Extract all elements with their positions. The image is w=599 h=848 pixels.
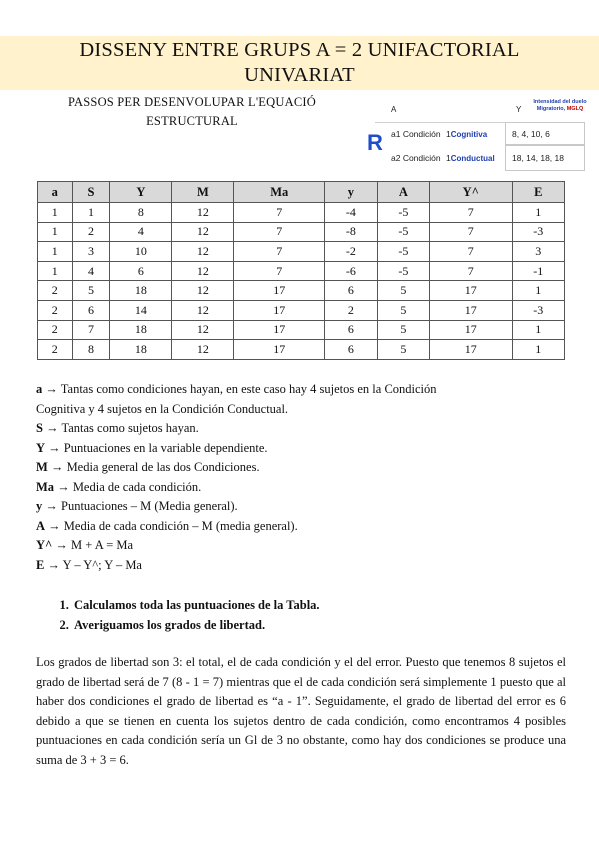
table-cell: 17 <box>234 281 325 301</box>
table-cell: 6 <box>72 300 110 320</box>
legend-term: A <box>36 518 46 533</box>
condition-row: a2 Condición 1Conductual <box>391 153 495 163</box>
scores-table <box>37 181 565 360</box>
table-cell: 18 <box>110 320 172 340</box>
table-cell: 7 <box>234 261 325 281</box>
table-cell: 4 <box>72 261 110 281</box>
table-cell: 17 <box>430 300 512 320</box>
condition-row: a1 Condición 1Cognitiva <box>391 129 488 139</box>
column-header: y <box>325 182 377 203</box>
title-line-2: UNIVARIAT <box>244 64 355 86</box>
table-cell: 7 <box>430 203 512 223</box>
table-cell: 5 <box>377 320 429 340</box>
table-cell: 17 <box>430 340 512 360</box>
dependent-label: Y <box>516 105 522 114</box>
steps-list <box>36 595 592 635</box>
legend-term: y <box>36 499 43 513</box>
condition-values: 18, 14, 18, 18 <box>505 145 585 171</box>
table-cell: -5 <box>377 203 429 223</box>
table-cell: -5 <box>377 261 429 281</box>
legend-line <box>36 478 576 498</box>
table-cell: 12 <box>172 320 234 340</box>
table-cell: 8 <box>72 340 110 360</box>
legend-line <box>36 419 576 439</box>
table-cell: 18 <box>110 281 172 301</box>
table-row <box>38 320 565 340</box>
table-cell: 6 <box>325 320 377 340</box>
legend-line <box>36 556 576 576</box>
table-cell: 5 <box>377 281 429 301</box>
table-cell: -8 <box>325 222 377 242</box>
section-subtitle <box>42 93 342 131</box>
variable-legend <box>36 380 576 575</box>
table-cell: -5 <box>377 222 429 242</box>
table-cell: 1 <box>512 281 565 301</box>
table-cell: 5 <box>377 340 429 360</box>
table-cell: -4 <box>325 203 377 223</box>
legend-description: → Puntuaciones en la variable dependiente. <box>45 440 268 455</box>
table-row <box>38 300 565 320</box>
table-cell: 6 <box>325 281 377 301</box>
legend-line <box>36 458 576 478</box>
table-cell: -1 <box>512 261 565 281</box>
factor-label: A <box>391 105 397 114</box>
table-cell: 12 <box>172 222 234 242</box>
table-cell: 2 <box>72 222 110 242</box>
table-header-row <box>38 182 565 203</box>
table-row <box>38 340 565 360</box>
table-cell: 12 <box>172 242 234 262</box>
column-header: A <box>377 182 429 203</box>
table-cell: 1 <box>512 320 565 340</box>
table-cell: 6 <box>110 261 172 281</box>
table-cell: 10 <box>110 242 172 262</box>
table-cell: 7 <box>234 222 325 242</box>
design-header <box>375 96 585 123</box>
table-cell: 1 <box>512 203 565 223</box>
table-cell: 2 <box>325 300 377 320</box>
table-cell: 6 <box>325 340 377 360</box>
condition-values: 8, 4, 10, 6 <box>505 122 585 145</box>
table-row <box>38 281 565 301</box>
table-cell: 7 <box>234 242 325 262</box>
table-cell: -2 <box>325 242 377 262</box>
table-cell: 5 <box>377 300 429 320</box>
dependent-variable-name: Intensidad del duelo Migratorio, MGLQ <box>533 99 587 112</box>
title-line-1: DISSENY ENTRE GRUPS A = 2 UNIFACTORIAL <box>79 39 520 61</box>
legend-line <box>36 497 576 517</box>
randomization-r-symbol: R <box>367 130 383 155</box>
legend-term: M <box>36 460 48 474</box>
legend-term: Y^ <box>36 538 53 552</box>
legend-description: → Puntuaciones – M (Media general). <box>42 499 238 513</box>
table-cell: 7 <box>430 222 512 242</box>
column-header: M <box>172 182 234 203</box>
legend-description: → Media general de las dos Condiciones. <box>47 460 260 474</box>
table-cell: 2 <box>38 320 73 340</box>
table-cell: 7 <box>430 242 512 262</box>
legend-line <box>36 380 576 400</box>
table-cell: 12 <box>172 261 234 281</box>
table-cell: 12 <box>172 340 234 360</box>
legend-line <box>36 536 576 556</box>
subtitle-line-1: PASSOS PER DESENVOLUPAR L'EQUACIÓ <box>68 95 316 109</box>
table-cell: 4 <box>110 222 172 242</box>
design-diagram <box>367 96 585 174</box>
table-cell: -3 <box>512 300 565 320</box>
table-cell: 1 <box>72 203 110 223</box>
table-cell: 7 <box>430 261 512 281</box>
table-cell: 17 <box>234 320 325 340</box>
table-cell: 17 <box>430 320 512 340</box>
legend-description: Cognitiva y 4 sujetos en la Condición Conductual. <box>36 401 289 416</box>
legend-description: → Media de cada condición – M (media general). <box>45 518 298 533</box>
table-cell: -5 <box>377 242 429 262</box>
table-cell: 1 <box>512 340 565 360</box>
legend-line <box>36 517 576 537</box>
table-cell: 14 <box>110 300 172 320</box>
legend-description: → Y – Y^; Y – Ma <box>44 557 142 572</box>
table-cell: 1 <box>38 222 73 242</box>
table-cell: 1 <box>38 242 73 262</box>
table-cell: -6 <box>325 261 377 281</box>
table-cell: 17 <box>234 340 325 360</box>
legend-term: Y <box>36 440 46 455</box>
table-cell: 17 <box>234 300 325 320</box>
table-cell: 8 <box>110 203 172 223</box>
legend-description: → M + A = Ma <box>52 538 134 552</box>
table-cell: 7 <box>234 203 325 223</box>
table-cell: 2 <box>38 300 73 320</box>
document-title <box>0 36 599 90</box>
legend-term: Ma <box>36 479 55 494</box>
table-cell: 2 <box>38 281 73 301</box>
column-header: E <box>512 182 565 203</box>
legend-term: S <box>36 421 43 435</box>
degrees-of-freedom-paragraph: Los grados de libertad son 3: el total, el de cada condición y el del error. Puesto que tenemos 8 sujetos el grado de libertad será de 7 (8 - 1 = 7) mientras que el de cada condición será simplemente 1 puesto que al haber dos condiciones el grado de libertad es “a - 1”. Seguidamente, el grado de libertad del error es 6 debido a que se tienen en cuenta los sujetos dentro de cada condición, como encontramos 4 posibles puntuaciones en cada condición sería un Gl de 3 no obstante, como hay dos condiciones se produce una suma de 3 + 3 = 6. <box>36 655 566 767</box>
legend-line <box>36 439 576 459</box>
legend-description: → Media de cada condición. <box>54 479 202 494</box>
legend-description: → Tantas como condiciones hayan, en este caso hay 4 sujetos en la Condición <box>42 382 437 396</box>
legend-line <box>36 400 576 420</box>
table-cell: 1 <box>38 261 73 281</box>
legend-term: E <box>36 557 45 572</box>
column-header: a <box>38 182 73 203</box>
table-cell: 18 <box>110 340 172 360</box>
column-header: Y <box>110 182 172 203</box>
table-cell: 3 <box>72 242 110 262</box>
table-cell: 12 <box>172 281 234 301</box>
column-header: Ma <box>234 182 325 203</box>
table-row <box>38 261 565 281</box>
legend-term: a <box>36 382 43 396</box>
table-cell: 3 <box>512 242 565 262</box>
table-row <box>38 203 565 223</box>
list-item: 2. Averiguamos los grados de libertad. <box>72 615 592 635</box>
column-header: S <box>72 182 110 203</box>
list-item: 1. Calculamos toda las puntuaciones de la Tabla. <box>72 595 592 615</box>
table-cell: 7 <box>72 320 110 340</box>
table-cell: 12 <box>172 300 234 320</box>
table-cell: 12 <box>172 203 234 223</box>
table-cell: -3 <box>512 222 565 242</box>
column-header: Y^ <box>430 182 512 203</box>
table-cell: 2 <box>38 340 73 360</box>
table-row <box>38 242 565 262</box>
table-cell: 1 <box>38 203 73 223</box>
table-row <box>38 222 565 242</box>
legend-description: → Tantas como sujetos hayan. <box>42 421 199 435</box>
subtitle-line-2: ESTRUCTURAL <box>146 114 238 128</box>
table-cell: 17 <box>430 281 512 301</box>
table-cell: 5 <box>72 281 110 301</box>
